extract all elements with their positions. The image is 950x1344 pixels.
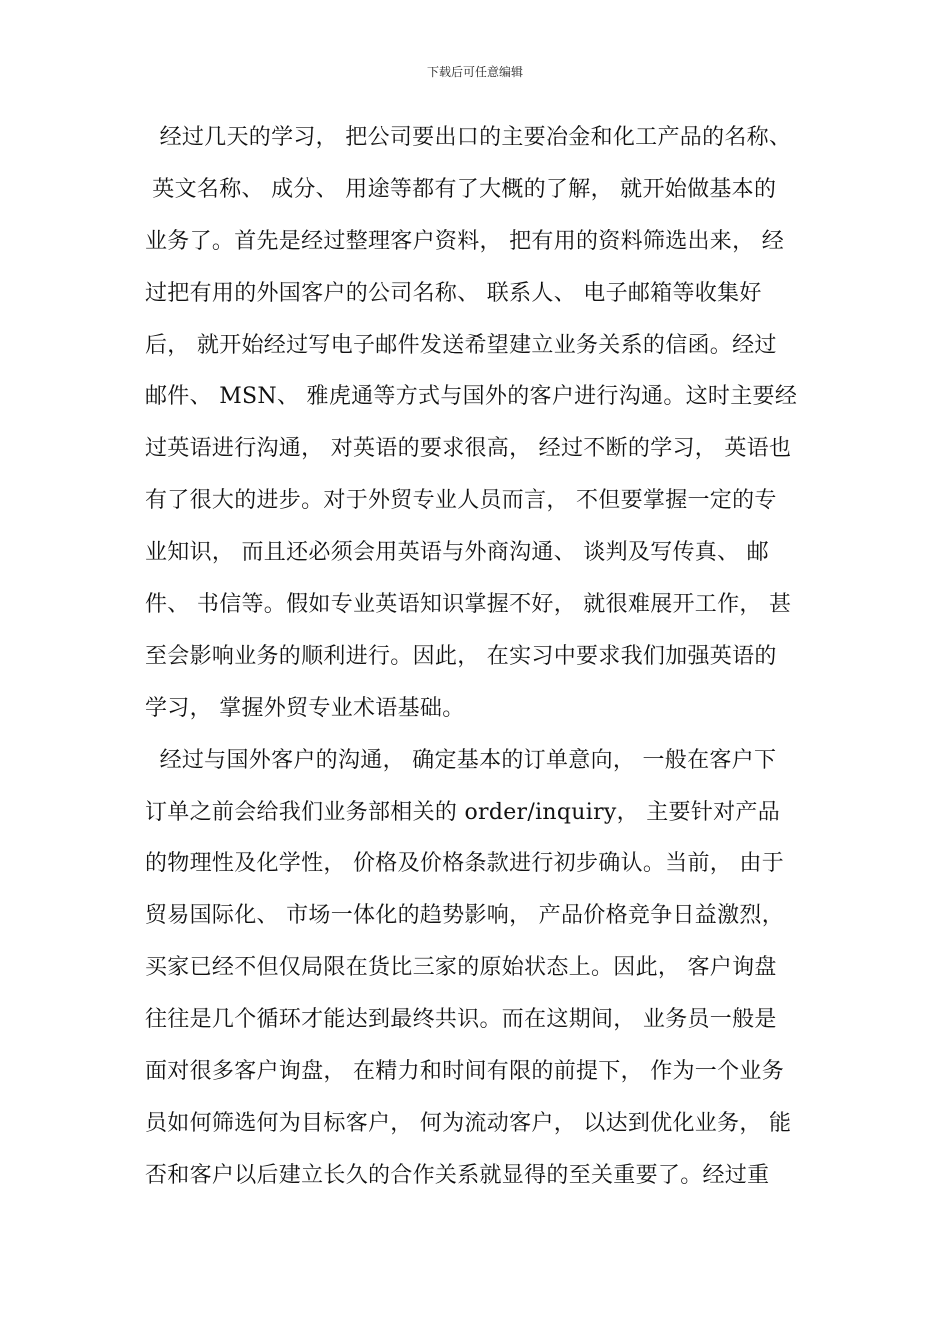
text-line: 买家已经不但仅局限在货比三家的原始状态上。因此， 客户询盘	[145, 955, 777, 981]
text-line: 的物理性及化学性， 价格及价格条款进行初步确认。当前， 由于	[145, 851, 784, 877]
text-line: 邮件、 MSN、 雅虎通等方式与国外的客户进行沟通。这时主要经	[145, 384, 798, 410]
body-text	[145, 120, 865, 1210]
text-line: 贸易国际化、 市场一体化的趋势影响， 产品价格竞争日益激烈，	[145, 903, 784, 929]
text-line: 业务了。首先是经过整理客户资料， 把有用的资料筛选出来， 经	[145, 228, 784, 254]
text-line: 有了很大的进步。对于外贸专业人员而言， 不但要掌握一定的专	[145, 488, 777, 514]
text-line: 后， 就开始经过写电子邮件发送希望建立业务关系的信函。经过	[145, 332, 777, 358]
text-line: 学习， 掌握外贸专业术语基础。	[145, 695, 465, 721]
text-line: 件、 书信等。假如专业英语知识掌握不好， 就很难展开工作， 甚	[145, 592, 792, 618]
text-line: 员如何筛选何为目标客户， 何为流动客户， 以达到优化业务， 能	[145, 1110, 792, 1136]
text-line: 经过与国外客户的沟通， 确定基本的订单意向， 一般在客户下	[145, 747, 777, 773]
text-line: 经过几天的学习， 把公司要出口的主要冶金和化工产品的名称、	[145, 125, 792, 150]
text-line: 过把有用的外国客户的公司名称、 联系人、 电子邮箱等收集好	[145, 280, 762, 306]
text-line: 面对很多客户询盘， 在精力和时间有限的前提下， 作为一个业务	[145, 1059, 784, 1085]
text-line: 往往是几个循环才能达到最终共识。而在这期间， 业务员一般是	[145, 1007, 777, 1033]
page-header: 下载后可任意编辑	[426, 65, 523, 79]
text-line: 业知识， 而且还必须会用英语与外商沟通、 谈判及写传真、 邮	[145, 540, 769, 566]
text-line: 英文名称、 成分、 用途等都有了大概的了解， 就开始做基本的	[145, 176, 777, 202]
text-line: 否和客户以后建立长久的合作关系就显得的至关重要了。经过重	[145, 1162, 770, 1188]
text-line: 过英语进行沟通， 对英语的要求很高， 经过不断的学习， 英语也	[145, 436, 792, 462]
text-line: 订单之前会给我们业务部相关的 order/inquiry， 主要针对产品	[145, 799, 781, 825]
text-line: 至会影响业务的顺利进行。因此， 在实习中要求我们加强英语的	[145, 643, 777, 669]
